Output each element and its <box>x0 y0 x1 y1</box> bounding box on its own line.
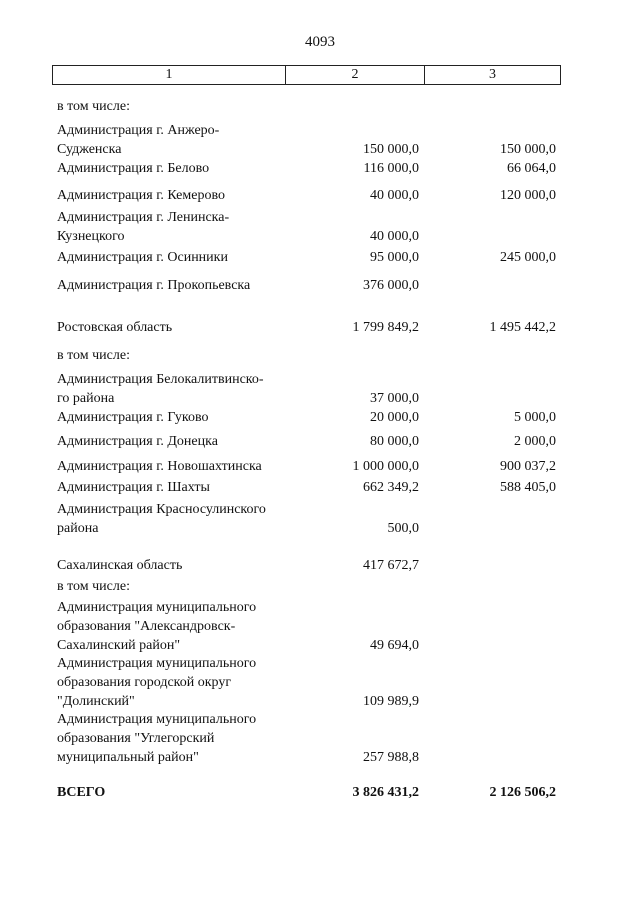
row-value-col2: 95 000,0 <box>370 250 419 265</box>
row-name: Администрация г. Анжеро- Судженска <box>57 123 220 157</box>
row-value-col2: 150 000,0 <box>363 142 419 157</box>
page-number: 4093 <box>305 34 335 50</box>
row-value-col2: 20 000,0 <box>370 410 419 425</box>
row-name: Администрация Красносулинского района <box>57 502 266 536</box>
row-value-col2: 1 000 000,0 <box>352 459 419 474</box>
row-name: Администрация г. Шахты <box>57 480 210 495</box>
row-value-col2: 37 000,0 <box>370 391 419 406</box>
row-value-col2: 1 799 849,2 <box>352 320 419 335</box>
row-value-col2: 49 694,0 <box>370 638 419 653</box>
row-value-col2: 376 000,0 <box>363 278 419 293</box>
row-name: Администрация муниципального образования "Александровск- Сахалинский район" <box>57 600 257 653</box>
row-name: Ростовская область <box>57 320 173 335</box>
column-header-1: 1 <box>53 66 286 84</box>
total-value-col3: 2 126 506,2 <box>489 785 556 800</box>
row-value-col3: 5 000,0 <box>514 410 556 425</box>
row-name: Администрация г. Гуково <box>57 410 209 425</box>
row-value-col2: 116 000,0 <box>363 161 419 176</box>
row-value-col3: 66 064,0 <box>507 161 556 176</box>
total-value-col2: 3 826 431,2 <box>352 785 419 800</box>
row-name: Администрация г. Осинники <box>57 250 228 265</box>
row-value-col3: 1 495 442,2 <box>489 320 556 335</box>
row-name: Администрация г. Ленинска- Кузнецкого <box>57 210 230 244</box>
row-name: в том числе: <box>57 99 130 114</box>
row-name: Администрация г. Кемерово <box>57 188 225 203</box>
row-value-col3: 245 000,0 <box>500 250 556 265</box>
row-name: Администрация муниципального образования городской округ "Долинский" <box>57 656 257 709</box>
row-value-col2: 257 988,8 <box>363 750 419 765</box>
row-value-col2: 500,0 <box>387 521 419 536</box>
row-value-col3: 588 405,0 <box>500 480 556 495</box>
row-value-col2: 109 989,9 <box>363 694 419 709</box>
row-value-col3: 900 037,2 <box>500 459 556 474</box>
row-value-col2: 662 349,2 <box>363 480 419 495</box>
row-name: в том числе: <box>57 579 130 594</box>
row-value-col2: 40 000,0 <box>370 188 419 203</box>
row-value-col3: 150 000,0 <box>500 142 556 157</box>
row-value-col2: 40 000,0 <box>370 229 419 244</box>
row-name: Администрация г. Белово <box>57 161 210 176</box>
row-name: Администрация г. Прокопьевска <box>57 278 251 293</box>
column-header-3: 3 <box>489 67 496 82</box>
row-name: в том числе: <box>57 348 130 363</box>
row-name: Администрация г. Донецка <box>57 434 218 449</box>
row-name: Сахалинская область <box>57 558 183 573</box>
row-value-col2: 417 672,7 <box>363 558 419 573</box>
row-value-col2: 80 000,0 <box>370 434 419 449</box>
row-name: Администрация муниципального образования "Углегорский муниципальный район" <box>57 712 257 765</box>
row-value-col3: 2 000,0 <box>514 434 556 449</box>
table-column-header <box>52 65 561 85</box>
column-header-2: 2 <box>286 66 425 84</box>
row-name: Администрация г. Новошахтинска <box>57 459 262 474</box>
row-name: Администрация Белокалитвинско- го района <box>57 372 264 406</box>
total-label: ВСЕГО <box>57 785 106 800</box>
row-value-col3: 120 000,0 <box>500 188 556 203</box>
